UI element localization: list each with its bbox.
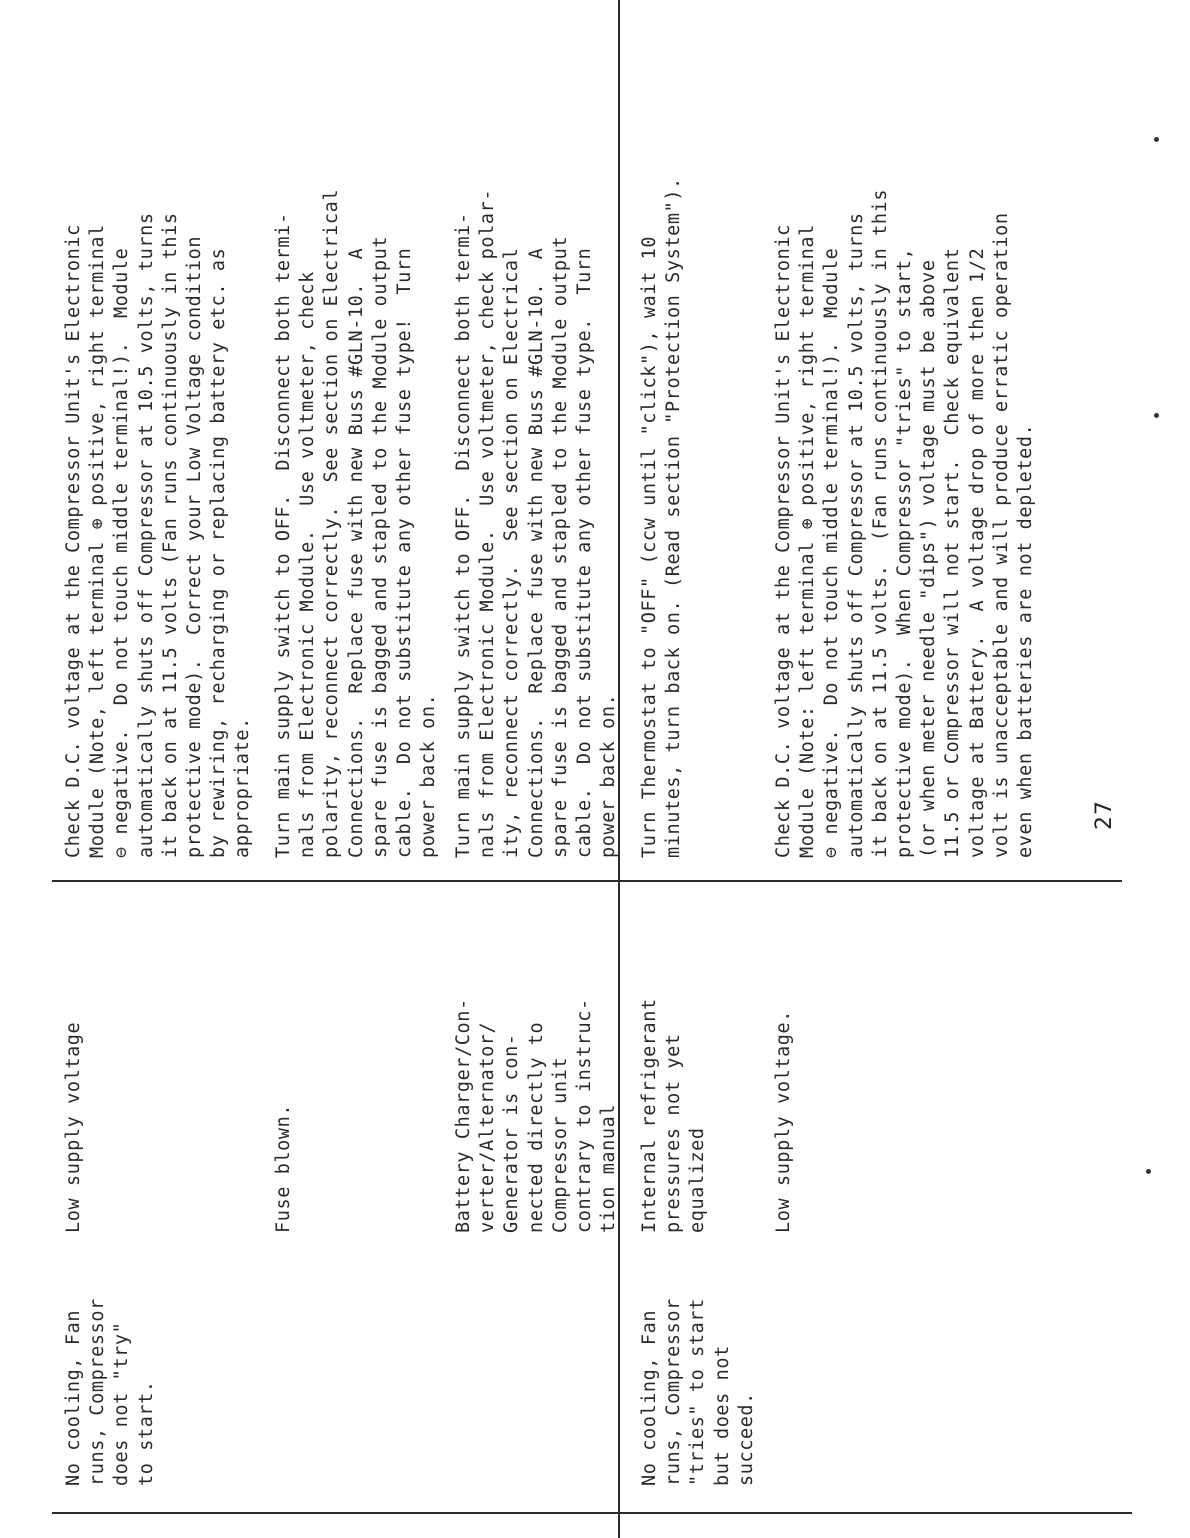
cause-cell-1a: Low supply voltage [63,1021,84,1233]
column-divider-cause [52,880,1122,882]
remedy-line: polarity, reconnect correctly. See section on Electrical [321,188,343,858]
remedy-cell-2a [638,177,686,858]
remedy-line [111,248,132,858]
remedy-line: it back on at 11.5 volts (Fan runs continuously in this [159,212,181,858]
remedy-cell-1b [272,189,441,858]
symptom-cell-1: No cooling, Fan runs, Compressor does not "try" to start. [63,1298,157,1486]
remedy-line: Connections. Replace fuse with new Buss #GLN-10. A [345,247,367,858]
remedy-line: Turn Thermostat to "OFF" (ccw until "click"), wait 10 [639,235,660,858]
remedy-line: cable. Do not substitute any other fuse type! Turn [394,247,416,858]
remedy-line: nals from Electronic Module. Use voltmeter, check polar- [477,188,499,858]
remedy-cell-2b [772,189,1038,858]
remedy-line: cable. Do not substitute any other fuse type. Turn [574,247,596,858]
remedy-line: power back on. [598,693,620,858]
remedy-line: Check D.C. voltage at the Compressor Unit's Electronic [773,224,794,858]
page-number: 27 [1092,800,1117,830]
remedy-line: automatically shuts off Compressor at 10.5 volts, turns [845,212,867,858]
remedy-line: minutes, turn back on. (Read section "Protection System"). [663,177,685,858]
scan-speck [1154,137,1159,142]
remedy-line: (or when meter needle "dips") voltage must be above [918,259,940,858]
remedy-line: it back on at 11.5 volts. (Fan runs continuously in this [869,188,891,858]
symptom-cell-2: No cooling, Fan runs, Compressor "tries" to start but does not succeed. [639,1298,757,1486]
remedy-line: nals from Electronic Module. Use voltmeter, check [297,271,319,858]
scan-speck [1146,1169,1151,1174]
remedy-line: automatically shuts off Compressor at 10.5 volts, turns [135,212,157,858]
remedy-cell-1a [62,212,256,858]
remedy-line: spare fuse is bagged and stapled to the Module output [369,235,391,858]
cause-cell-1b: Fuse blown. [273,1103,294,1233]
remedy-line: by rewiring, recharging or replacing battery etc. as [208,247,230,858]
remedy-line: Check D.C. voltage at the Compressor Unit's Electronic [63,224,84,858]
remedy-line: protective mode). Correct your Low Voltage condition [184,235,206,858]
remedy-line: ity, reconnect correctly. See section on Electrical [501,247,523,858]
remedy-line: spare fuse is bagged and stapled to the Module output [549,235,571,858]
remedy-line: power back on. [418,693,440,858]
cause-cell-2b: Low supply voltage. [773,1009,794,1233]
remedy-line: Connections. Replace fuse with new Buss #GLN-10. A [525,247,547,858]
remedy-line: Turn main supply switch to OFF. Disconnect both termi- [453,212,474,858]
cause-cell-2a: Internal refrigerant pressures not yet equalized [639,998,709,1233]
remedy-line: Turn main supply switch to OFF. Disconnect both termi- [273,212,294,858]
scan-speck [1154,413,1159,418]
remedy-line: protective mode). When Compressor "tries" to start, [894,247,916,858]
remedy-line: appropriate. [232,717,254,858]
cause-cell-1c: Battery Charger/Con- verter/Alternator/ Generator is con- nected directly to Compressor unit contrary to instruc- tion manual [453,998,620,1233]
column-divider-symptom [52,1512,1132,1514]
remedy-line: 11.5 or Compressor will not start. Check equivalent [942,247,964,858]
remedy-cell-1c [452,189,621,858]
remedy-line: volt is unacceptable and will produce erratic operation [990,212,1012,858]
remedy-line: even when batteries are not depleted. [1015,423,1037,858]
remedy-line: Module (Note: left terminal ⊕ positive, right terminal [797,224,819,858]
remedy-line: ⊖ negative. Do not touch middle terminal!). Module [111,247,133,858]
remedy-line: ⊖ negative. Do not touch middle terminal!). Module [821,247,843,858]
remedy-line: Module (Note, left terminal ⊕ positive, right terminal [87,224,109,858]
remedy-line: voltage at Battery. A voltage drop of more then 1/2 [966,247,988,858]
